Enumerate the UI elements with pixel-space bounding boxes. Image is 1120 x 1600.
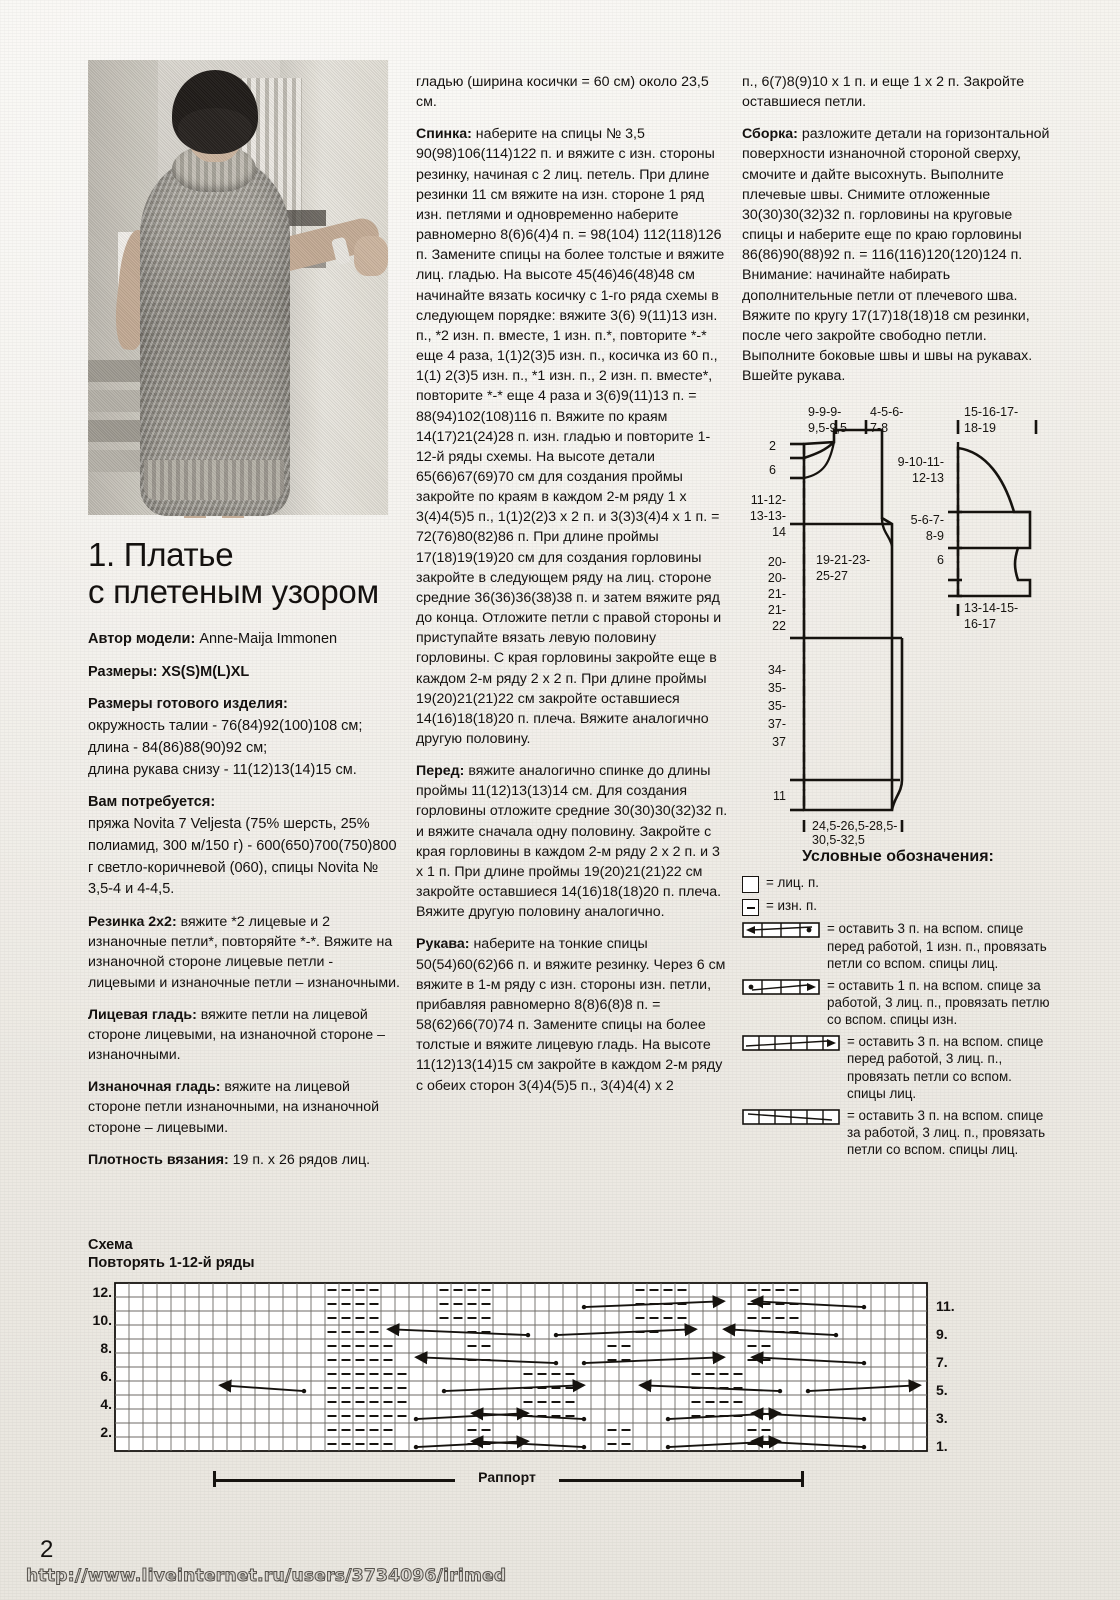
assembly-text: разложите детали на горизонтальной поверхности изнаночной стороной сверху, смочите и дайте высохнуть. Выполните плечевые швы. Снимите отложенные 30(30)30(32)32 п. горловины на круговые спицы и наберите еще по краю горловины 86(86)90(88)92 п. = 116(116)120(120)124 п. Внимание: начинайте набирать дополнительные петли от плечевого шва. Вяжите по кругу 17(17)18(18)18 см резинки, после чего закройте свободно петли. Выполните боковые швы и швы на рукавах. Вшейте рукава. — [742, 126, 1050, 385]
front-label: Перед: — [416, 763, 465, 780]
schematic-sleeveside-a: 5-6-7- — [910, 513, 944, 528]
materials-label: Вам потребуется: — [88, 794, 216, 811]
schematic-hip-label-b: 30,5-32,5 — [812, 833, 865, 848]
rapport-line — [559, 1479, 801, 1482]
chart-row-number: 6. — [100, 1368, 112, 1385]
gauge-label: Плотность вязания: — [88, 1151, 229, 1168]
schematic-hip-label-a: 24,5-26,5-28,5- — [812, 819, 898, 834]
knit-square-icon — [742, 876, 759, 893]
front-text: вяжите аналогично спинке до длины проймы 11(12)13(13)14 см. Для создания горловины отложите средние 30(30)30(32)32 п. и вяжите сначала одну половину. Закройте с края горловины в каждом 2-м ряду 2 х 2 п. и 3 х 1 п. При длине проймы 19(20)21(21)22 см закройте оставшиеся 14(16)18(18)20 п. плеча. Вяжите другую половину аналогично. — [416, 763, 728, 921]
schematic-sleevewidth-a: 13-14-15- — [964, 601, 1019, 616]
chart-row-number: 11. — [936, 1298, 955, 1315]
sizes-value: XS(S)M(L)XL — [161, 663, 250, 680]
chart-row-number: 1. — [936, 1438, 948, 1455]
front-section — [416, 761, 728, 922]
schematic-armhole-2: 13-13- — [749, 509, 786, 524]
schematic-bodytop-5: 22 — [772, 619, 786, 634]
legend-item — [742, 977, 1054, 1029]
chart-row-number: 3. — [936, 1410, 948, 1427]
sleeves-section — [416, 934, 728, 1095]
chart-row-number: 9. — [936, 1326, 948, 1343]
chart-title — [88, 1236, 1036, 1272]
schematic-bodylen-1: 34- — [767, 663, 786, 678]
chart-row-number: 10. — [92, 1312, 112, 1329]
legend-item-label: = лиц. п. — [766, 875, 819, 891]
chart-row-number: 7. — [936, 1354, 948, 1371]
cable-3-front-3-icon — [742, 1035, 840, 1056]
legend-block — [742, 848, 1054, 1158]
rapport-tick — [213, 1471, 216, 1487]
finished-size-length: длина - 84(86)88(90)92 см; — [88, 739, 268, 756]
stockinette-text: вяжите петли на лицевой стороне лицевыми, на изнаночной стороне – изнаночными. — [88, 1006, 386, 1064]
legend-item — [742, 1033, 1054, 1103]
schematic-shoulder-label-b: 9,5-9,5 — [808, 421, 847, 436]
chart-title-line1: Схема — [88, 1237, 133, 1253]
chart-row-numbers-right — [928, 1282, 970, 1455]
source-watermark: http://www.liveinternet.ru/users/3734096/irimed — [26, 1566, 507, 1586]
reverse-stockinette-block — [88, 1077, 400, 1137]
rapport-line — [213, 1479, 455, 1482]
purl-dash-icon — [742, 899, 759, 916]
photo-halftone — [88, 60, 388, 515]
intro-continuation: гладью (ширина косички = 60 см) около 23,5 см. — [416, 74, 709, 111]
chart-row-number: 8. — [100, 1340, 112, 1357]
page-title-line1: 1. Платье — [88, 536, 234, 573]
schematic-bodytop-2: 20- — [767, 571, 786, 586]
rib-pattern-text: вяжите *2 лицевые и 2 изнаночные петли*, повторяйте *-*. Вяжите на изнаночной стороне лицевые петли - лицевыми и изнаночные петли – изнаночными. — [88, 914, 400, 991]
finished-size-sleeve: длина рукава снизу - 11(12)13(14)15 см. — [88, 761, 357, 778]
schematic-sleevetop-label-b: 18-19 — [964, 421, 996, 436]
schematic-neckback-1: 2 — [769, 439, 776, 454]
finished-sizes-block — [88, 694, 400, 781]
right-column — [742, 72, 1054, 1163]
sleeves-text: наберите на тонкие спицы 50(54)60(62)66 п. и вяжите резинку. Через 6 см вяжите в 1-м ряду с изн. стороны изн. петли, прибавляя равномерно 8(8)6(8)8 п. = 58(62)66(70)74 п. Замените спицы на более толстые и вяжите лицевую гладь. На высоте 11(12)13(14)15 см закройте в каждом 2-м ряду с обеих сторон 3(4)4(5)5 п., 3(4)4(4) х 2 — [416, 936, 726, 1094]
rapport-tick — [801, 1471, 804, 1487]
page-title — [88, 537, 400, 611]
schematic-bodylen-2: 35- — [767, 681, 786, 696]
sizes-label: Размеры: — [88, 663, 158, 680]
legend-item — [742, 897, 1054, 916]
assembly-section — [742, 124, 1054, 386]
garment-schematic — [742, 400, 1054, 848]
reverse-stockinette-label: Изнаночная гладь: — [88, 1079, 221, 1096]
schematic-bodylen-5: 37 — [772, 735, 786, 750]
cable-3-front-purl-icon — [742, 922, 820, 943]
schematic-bodytop-3: 21- — [767, 587, 786, 602]
legend-item-label: = оставить 3 п. на вспом. спице перед работой, 1 изн. п., провязать петли со вспом. спицы лиц. — [827, 921, 1047, 972]
materials-text: пряжа Novita 7 Veljesta (75% шерсть, 25% полиамид, 300 м/150 г) - 600(650)700(750)800 г светло-коричневой (060), спицы Novita № 3,5-4 и 4-4,5. — [88, 816, 397, 898]
author-line — [88, 629, 400, 651]
legend-heading: Условные обозначения: — [802, 848, 994, 866]
chart-grid-holder — [114, 1282, 928, 1457]
chart-row-number: 2. — [100, 1424, 112, 1441]
rib-pattern-block — [88, 912, 400, 993]
schematic-bodytop-4: 21- — [767, 603, 786, 618]
left-column — [88, 60, 400, 1182]
schematic-sleeveside-b: 8-9 — [925, 529, 944, 544]
page-title-line2: с плетеным узором — [88, 572, 379, 610]
finished-sizes-label: Размеры готового изделия: — [88, 696, 288, 713]
schematic-chest-label-a: 19-21-23- — [816, 553, 871, 568]
legend-item-label: = оставить 1 п. на вспом. спице за работой, 3 лиц. п., провязать петлю со вспом. спицы изн. — [827, 977, 1050, 1028]
finished-size-waist: окружность талии - 76(84)92(100)108 см; — [88, 718, 363, 735]
back-section — [416, 124, 728, 749]
legend-item-label: = оставить 3 п. на вспом. спице за работой, 3 лиц. п., провязать петли со вспом. спицы лиц. — [847, 1107, 1046, 1158]
legend-item-label: = изн. п. — [766, 898, 817, 914]
stockinette-block — [88, 1005, 400, 1065]
middle-column — [416, 72, 728, 1108]
schematic-bodylen-3: 35- — [767, 699, 786, 714]
schematic-chest-label-b: 25-27 — [816, 569, 848, 584]
author-value: Anne-Maija Immonen — [199, 630, 338, 647]
chart-rapport-bracket — [88, 1461, 1036, 1495]
schematic-ribbottom: 11 — [773, 789, 786, 804]
back-label: Спинка: — [416, 126, 472, 143]
schematic-sleevewidth-b: 16-17 — [964, 617, 996, 632]
chart-row-number: 12. — [92, 1284, 112, 1301]
chart-row-numbers-left — [88, 1282, 114, 1452]
cable-3-back-3-icon — [742, 1109, 840, 1130]
chart-grid-svg — [114, 1282, 928, 1452]
stockinette-label: Лицевая гладь: — [88, 1006, 197, 1023]
legend-item — [742, 1107, 1054, 1159]
schematic-armhole-3: 14 — [772, 525, 786, 540]
chart-area — [88, 1282, 1036, 1457]
legend-item-label: = оставить 3 п. на вспом. спице перед работой, 3 лиц. п., провязать петли со вспом. спицы лиц. — [847, 1033, 1044, 1102]
model-photo — [88, 60, 388, 515]
schematic-sleevecap-b: 12-13 — [912, 471, 944, 486]
rib-pattern-label: Резинка 2х2: — [88, 914, 177, 931]
materials-block — [88, 792, 400, 901]
chart-title-line2: Повторять 1-12-й ряды — [88, 1255, 255, 1272]
legend-item — [742, 874, 1054, 893]
gauge-text: 19 п. х 26 рядов лиц. — [228, 1151, 371, 1168]
schematic-neck-label-a: 4-5-6- — [870, 405, 904, 420]
chart-row-number: 5. — [936, 1382, 948, 1399]
schematic-shoulder-label-a: 9-9-9- — [808, 405, 842, 420]
cable-1-back-purl-icon — [742, 979, 820, 1000]
schematic-neck-label-b: 7-8 — [870, 421, 889, 436]
back-text: наберите на спицы № 3,5 90(98)106(114)122 п. и вяжите с изн. стороны резинку, начиная с 2 лиц. петель. При длине резинки 11 см вяжите на изн. стороне 1 ряд изн. петлями и одновременно наберите равномерно 8(6)6(4)4 п. = 98(104) 112(118)126 п. Замените спицы на более толстые и вяжите лиц. гладью. На высоте 45(46)46(48)48 см начинайте вязать косичку с 1-го ряда схемы в следующем порядке: вяжите 3(6) 9(11)13 изн. п., *2 изн. п. вместе, 1 изн. п.*, повторите *-* еще 4 раза, 1(1)2(3)5 изн. п., косичка из 60 п., 1(1) 2(3)5 изн. п., *1 изн. п., 2 изн. п. вместе*, повторите *-* еще 4 раза и 3(6)9(11)13 п. = 88(94)102(108)116 п. Вяжите по краям 14(17)21(24)28 п. изн. гладью и повторите 1-12-й ряды схемы. На высоте детали 65(66)67(69)70 см для создания проймы закройте по краям в каждом 2-м ряду 1 х 3(4)4(5)5 п., 1(1)2(2)3 х 2 п. и 3(3)3(4)4 х 1 п. = 72(76)80(82)86 п. При длине проймы 17(18)19(19)20 см для создания горловины закройте в следующем ряду на лиц. стороне средние 36(36)36(38)38 п. и затем вяжите ряд до конца. Отложите петли с правой стороны и приступайте вязать левую половину горловины. С края горловины закройте еще в каждом 2-м ряду 2 х 2 п. При длине проймы 19(20)21(21)22 см закройте оставшиеся 14(16)18(18)20 п. плеча. Вяжите аналогично другую половину. — [416, 126, 725, 747]
legend-item — [742, 920, 1054, 972]
gauge-block — [88, 1150, 400, 1170]
stitch-chart — [88, 1236, 1036, 1495]
assembly-label: Сборка: — [742, 126, 798, 143]
schematic-svg — [742, 400, 1054, 848]
rapport-label: Раппорт — [478, 1469, 536, 1486]
page-number: 2 — [40, 1536, 54, 1563]
sleeves-label: Рукава: — [416, 936, 470, 953]
sleeves-continuation: п., 6(7)8(9)10 х 1 п. и еще 1 х 2 п. Закройте оставшиеся петли. — [742, 74, 1025, 111]
schematic-bodytop-1: 20- — [767, 555, 786, 570]
schematic-armhole-1: 11-12- — [750, 493, 786, 508]
schematic-sleevetop-label-a: 15-16-17- — [964, 405, 1019, 420]
schematic-sleevecap-a: 9-10-11- — [897, 455, 944, 470]
chart-row-number: 4. — [100, 1396, 112, 1413]
reverse-stockinette-text: вяжите на лицевой стороне петли изнаночными, на изнаночной стороне – лицевыми. — [88, 1079, 380, 1136]
sizes-line — [88, 662, 400, 684]
schematic-sleeverib: 6 — [937, 553, 944, 568]
schematic-neckback-2: 6 — [769, 463, 776, 478]
author-label: Автор модели: — [88, 630, 196, 647]
schematic-bodylen-4: 37- — [767, 717, 786, 732]
